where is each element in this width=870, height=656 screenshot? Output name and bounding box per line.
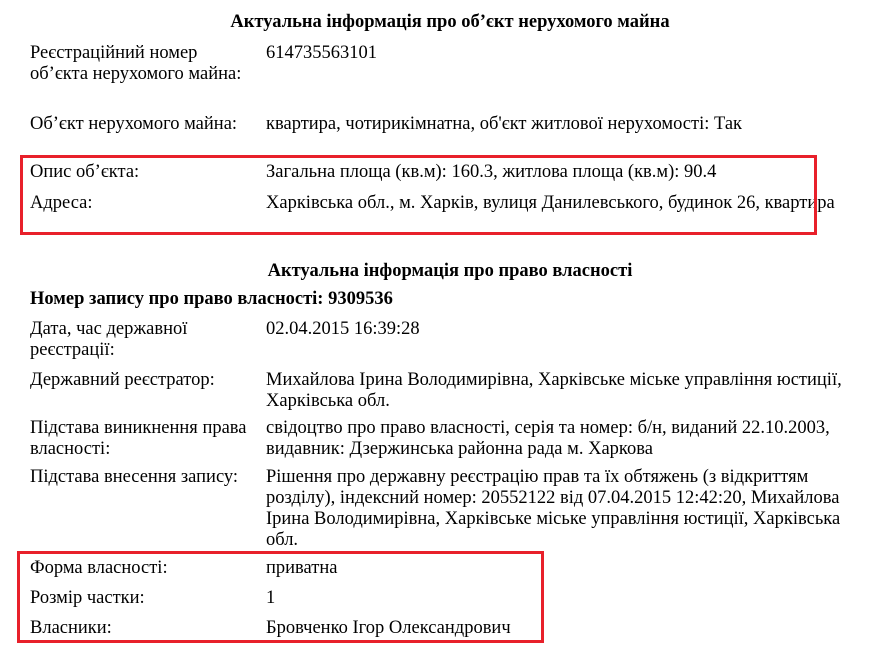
label-object-description: Опис об’єкта: — [30, 162, 140, 182]
label-registrar: Державний реєстратор: — [30, 370, 215, 390]
ownership-record-number: Номер запису про право власності: 9309536 — [30, 289, 393, 309]
value-share-size: 1 — [266, 588, 276, 608]
label-owners: Власники: — [30, 618, 112, 638]
label-share-size: Розмір частки: — [30, 588, 145, 608]
label-entry-basis: Підстава внесення запису: — [30, 467, 239, 487]
value-object-description: Загальна площа (кв.м): 160.3, житлова площа (кв.м): 90.4 — [266, 162, 717, 182]
label-ownership-form: Форма власності: — [30, 558, 168, 578]
label-registration-date: Дата, час державної реєстрації: — [30, 319, 188, 360]
section-title-ownership: Актуальна інформація про право власності — [267, 261, 633, 281]
highlight-box-description — [20, 155, 817, 235]
value-ownership-form: приватна — [266, 558, 338, 578]
value-owners: Бровченко Ігор Олександрович — [266, 618, 511, 638]
value-property-object: квартира, чотирикімнатна, об'єкт житлової нерухомості: Так — [266, 114, 743, 134]
label-registration-number: Реєстраційний номер об’єкта нерухомого майна: — [30, 43, 242, 84]
section-title-property: Актуальна інформація про об’єкт нерухомого майна — [230, 12, 670, 32]
value-entry-basis: Рішення про державну реєстрацію прав та їх обтяжень (з відкриттям розділу), індексний номер: 20552122 від 07.04.2015 12:42:20, Михайлова Ірина Володимирівна, Харківське міське управління юстиції, Харківська обл. — [266, 467, 841, 550]
value-registration-number: 614735563101 — [266, 43, 377, 63]
label-ownership-basis: Підстава виникнення права власності: — [30, 418, 247, 459]
value-address: Харківська обл., м. Харків, вулиця Данилевського, будинок 26, квартира — [266, 193, 835, 213]
value-registrar: Михайлова Ірина Володимирівна, Харківське міське управління юстиції, Харківська обл. — [266, 370, 842, 411]
label-property-object: Об’єкт нерухомого майна: — [30, 114, 238, 134]
highlight-box-ownership — [17, 551, 544, 643]
value-registration-date: 02.04.2015 16:39:28 — [266, 319, 420, 339]
label-address: Адреса: — [30, 193, 93, 213]
value-ownership-basis: свідоцтво про право власності, серія та номер: б/н, виданий 22.10.2003, видавник: Дзержинська районна рада м. Харкова — [266, 418, 830, 459]
